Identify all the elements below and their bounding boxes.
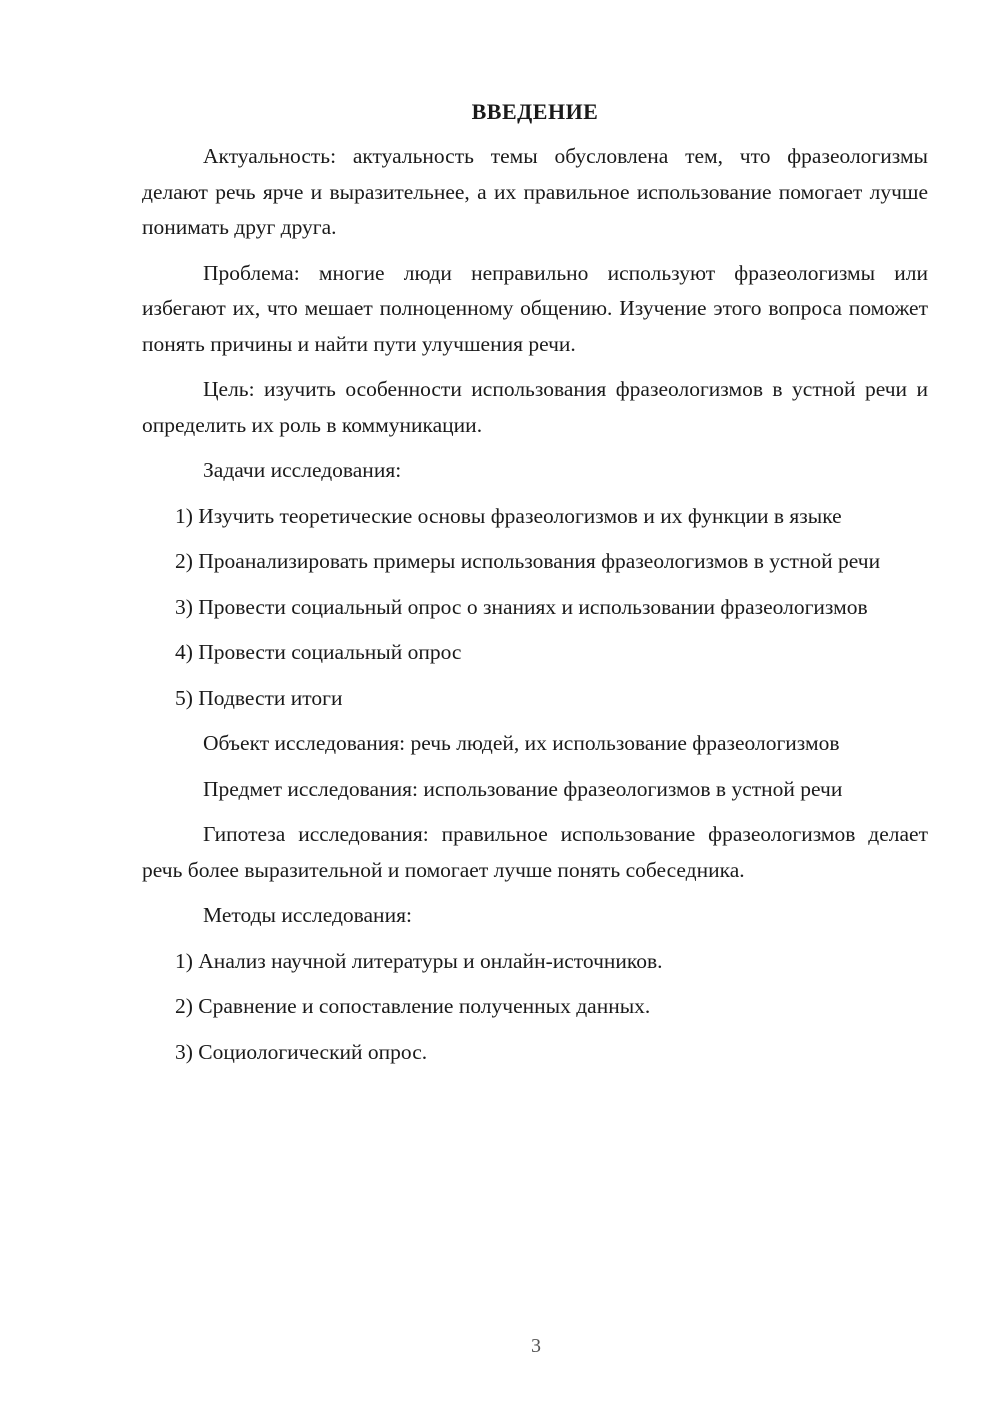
hypothesis-paragraph: Гипотеза исследования: правильное использование фразеологизмов делает речь более выразительной и помогает лучше понять собеседника.	[142, 822, 928, 882]
goal-paragraph: Цель: изучить особенности использования фразеологизмов в устной речи и определить их роль в коммуникации.	[142, 377, 928, 437]
task-item-3: 3) Провести социальный опрос о знаниях и использовании фразеологизмов	[175, 594, 868, 619]
method-item-2: 2) Сравнение и сопоставление полученных данных.	[175, 994, 651, 1018]
task-item-2: 2) Проанализировать примеры использования фразеологизмов в устной речи	[175, 549, 881, 573]
subject-paragraph: Предмет исследования: использование фразеологизмов в устной речи	[203, 776, 843, 801]
methods-heading: Методы исследования:	[203, 903, 412, 927]
method-item-1: 1) Анализ научной литературы и онлайн-источников.	[175, 948, 663, 973]
task-item-4: 4) Провести социальный опрос	[175, 640, 462, 664]
problem-paragraph: Проблема: многие люди неправильно используют фразеологизмы или избегают их, что мешает полноценному общению. Изучение этого вопроса поможет понять причины и найти пути улучшения речи.	[142, 260, 928, 356]
task-item-1: 1) Изучить теоретические основы фразеологизмов и их функции в языке	[175, 503, 842, 528]
method-item-3: 3) Социологический опрос.	[175, 1039, 428, 1064]
page-title: ВВЕДЕНИЕ	[471, 99, 599, 124]
object-paragraph: Объект исследования: речь людей, их использование фразеологизмов	[203, 731, 840, 755]
page-number: 3	[531, 1335, 541, 1357]
page-content	[142, 94, 928, 1080]
relevance-paragraph: Актуальность: актуальность темы обусловлена тем, что фразеологизмы делают речь ярче и выразительнее, а их правильное использование помогает лучше понимать друг друга.	[142, 144, 928, 239]
task-item-5: 5) Подвести итоги	[175, 685, 343, 710]
tasks-heading: Задачи исследования:	[203, 458, 402, 482]
